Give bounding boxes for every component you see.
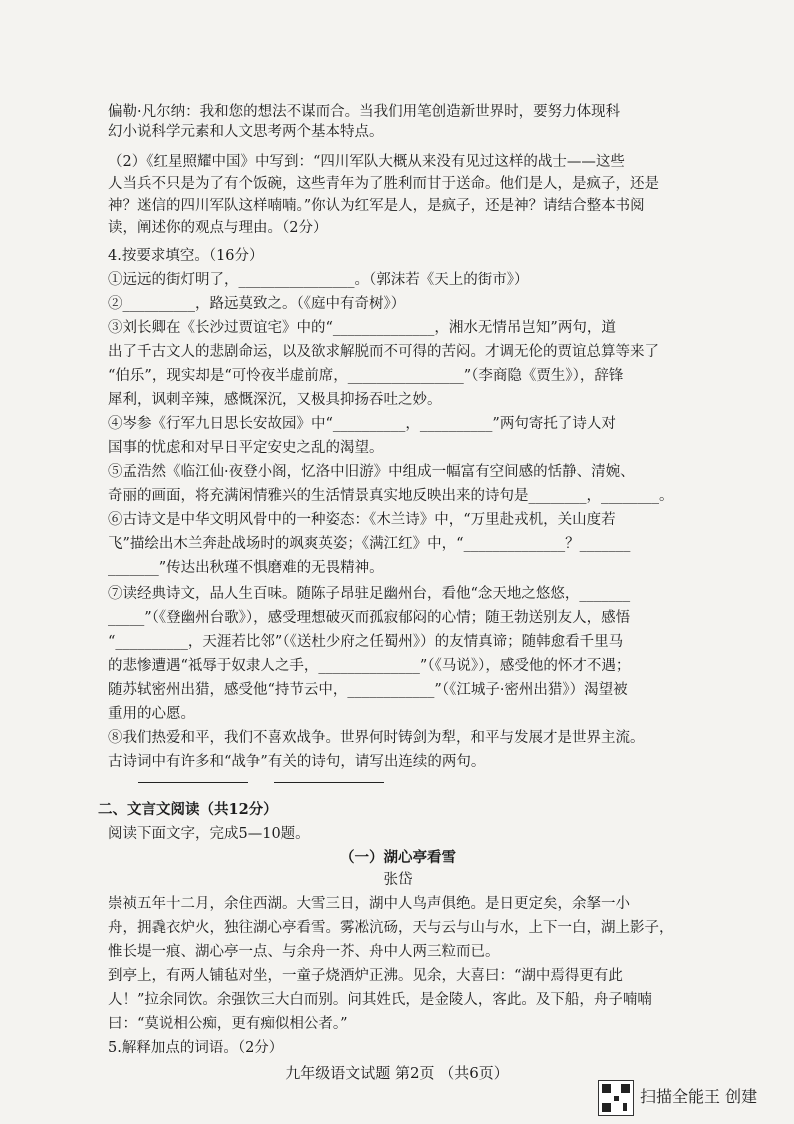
fill-item-1: ①远远的街灯明了，________________。（郭沫若《天上的街市》）	[108, 272, 529, 288]
section-title: 二、文言文阅读（共12分）	[98, 801, 278, 818]
fill-item-3: ③刘长卿在《长沙过贾谊宅》中的“______________，湘水无情吊岂知”两句，道	[108, 320, 616, 336]
fill-item-2: ②__________，路远莫致之。（《庭中有奇树》）	[108, 296, 406, 312]
qr-code-icon	[598, 1080, 634, 1116]
text-line: _____”（《登幽州台歌》），感受理想破灭而孤寂郁闷的心情；随王勃送别友人，感悟	[108, 610, 631, 626]
scanner-watermark: 扫描全能王 创建	[640, 1087, 758, 1106]
passage-author: 张岱	[383, 872, 413, 888]
passage-line: 曰：“莫说相公痴，更有痴似相公者。”	[108, 1016, 348, 1032]
text-line: 出了千古文人的悲剧命运，以及欲求解脱而不可得的苦闷。才调无伦的贾谊总算等来了	[108, 344, 659, 360]
text-line: 读，阐述你的观点与理由。（2分）	[108, 220, 328, 236]
fill-item-5: ⑤孟浩然《临江仙·夜登小阁，忆洛中旧游》中组成一幅富有空间感的恬静、清婉、	[108, 464, 635, 480]
passage-title: （一）湖心亭看雪	[340, 849, 456, 866]
text-line: 神？迷信的四川军队这样喃喃。”你认为红军是人，是疯子，还是神？请结合整本书阅	[108, 198, 645, 214]
text-line: 犀利，讽刺辛辣，感慨深沉，又极具抑扬吞吐之妙。	[108, 392, 442, 408]
text-line: 重用的心愿。	[108, 706, 195, 722]
passage-line: 到亭上，有两人铺毡对坐，一童子烧酒炉正沸。见余，大喜曰：“湖中焉得更有此	[108, 968, 623, 984]
text-line: 人当兵不只是为了有个饭碗，这些青年为了胜利而甘于送命。他们是人，是疯子，还是	[108, 176, 659, 192]
answer-blanks	[138, 782, 384, 783]
question-heading: 4.按要求填空。（16分）	[108, 248, 264, 264]
passage-line: 人！”拉余同饮。余强饮三大白而别。问其姓氏，是金陵人，客此。及下船，舟子喃喃	[108, 992, 652, 1008]
answer-blank	[274, 782, 384, 783]
text-line: 奇丽的画面，将充满闲情雅兴的生活情景真实地反映出来的诗句是________，________。	[108, 488, 674, 504]
fill-item-6: ⑥古诗文是中华文明风骨中的一种姿态：《木兰诗》中，“万里赴戎机，关山度若	[108, 512, 616, 528]
text-line: 国事的忧虑和对早日平定安史之乱的渴望。	[108, 440, 384, 456]
text-line: 偏勒·凡尔纳：我和您的想法不谋而合。当我们用笔创造新世界时，要努力体现科	[108, 104, 621, 120]
text-line: （2）《红星照耀中国》中写到：“四川军队大概从来没有见过这样的战士——这些	[108, 154, 625, 170]
text-line: 随苏轼密州出猎，感受他“持节云中，____________”（《江城子·密州出猎》）渴望被	[108, 682, 628, 698]
text-line: _______”传达出秋瑾不惧磨难的无畏精神。	[108, 560, 384, 576]
passage-line: 惟长堤一痕、湖心亭一点、与余舟一芥、舟中人两三粒而已。	[108, 944, 500, 960]
text-line: 幻小说科学元素和人文思考两个基本特点。	[108, 124, 384, 140]
text-line: 古诗词中有许多和“战争”有关的诗句，请写出连续的两句。	[108, 754, 486, 770]
fill-item-4: ④岑参《行军九日思长安故园》中“__________，__________”两句寄托了诗人对	[108, 416, 616, 432]
page-footer: 九年级语文试题 第2页 （共6页）	[285, 1064, 509, 1082]
answer-blank	[138, 782, 248, 783]
passage-line: 舟，拥毳衣炉火，独往湖心亭看雪。雾凇沆砀，天与云与山与水，上下一白，湖上影子，	[108, 920, 674, 936]
text-line: 飞”描绘出木兰奔赴战场时的飒爽英姿；《满江红》中，“______________？_______	[108, 536, 631, 552]
text-line: “伯乐”，现实却是“可怜夜半虚前席，________________”（李商隐《贾生》），辞锋	[108, 368, 624, 384]
question-5: 5.解释加点的词语。（2分）	[108, 1040, 284, 1056]
instruction: 阅读下面文字，完成5—10题。	[108, 826, 310, 842]
fill-item-8: ⑧我们热爱和平，我们不喜欢战争。世界何时铸剑为犁，和平与发展才是世界主流。	[108, 730, 645, 746]
passage-line: 崇祯五年十二月，余住西湖。大雪三日，湖中人鸟声俱绝。是日更定矣，余拏一小	[108, 896, 630, 912]
fill-item-7: ⑦读经典诗文，品人生百味。随陈子昂驻足幽州台，看他“念天地之悠悠，_______	[108, 586, 631, 602]
text-line: 的悲惨遭遇“祗辱于奴隶人之手，______________”（《马说》），感受他的怀才不遇；	[108, 658, 631, 674]
text-line: “__________，天涯若比邻”（《送杜少府之任蜀州》）的友情真谛；随韩愈看千里马	[108, 634, 624, 650]
